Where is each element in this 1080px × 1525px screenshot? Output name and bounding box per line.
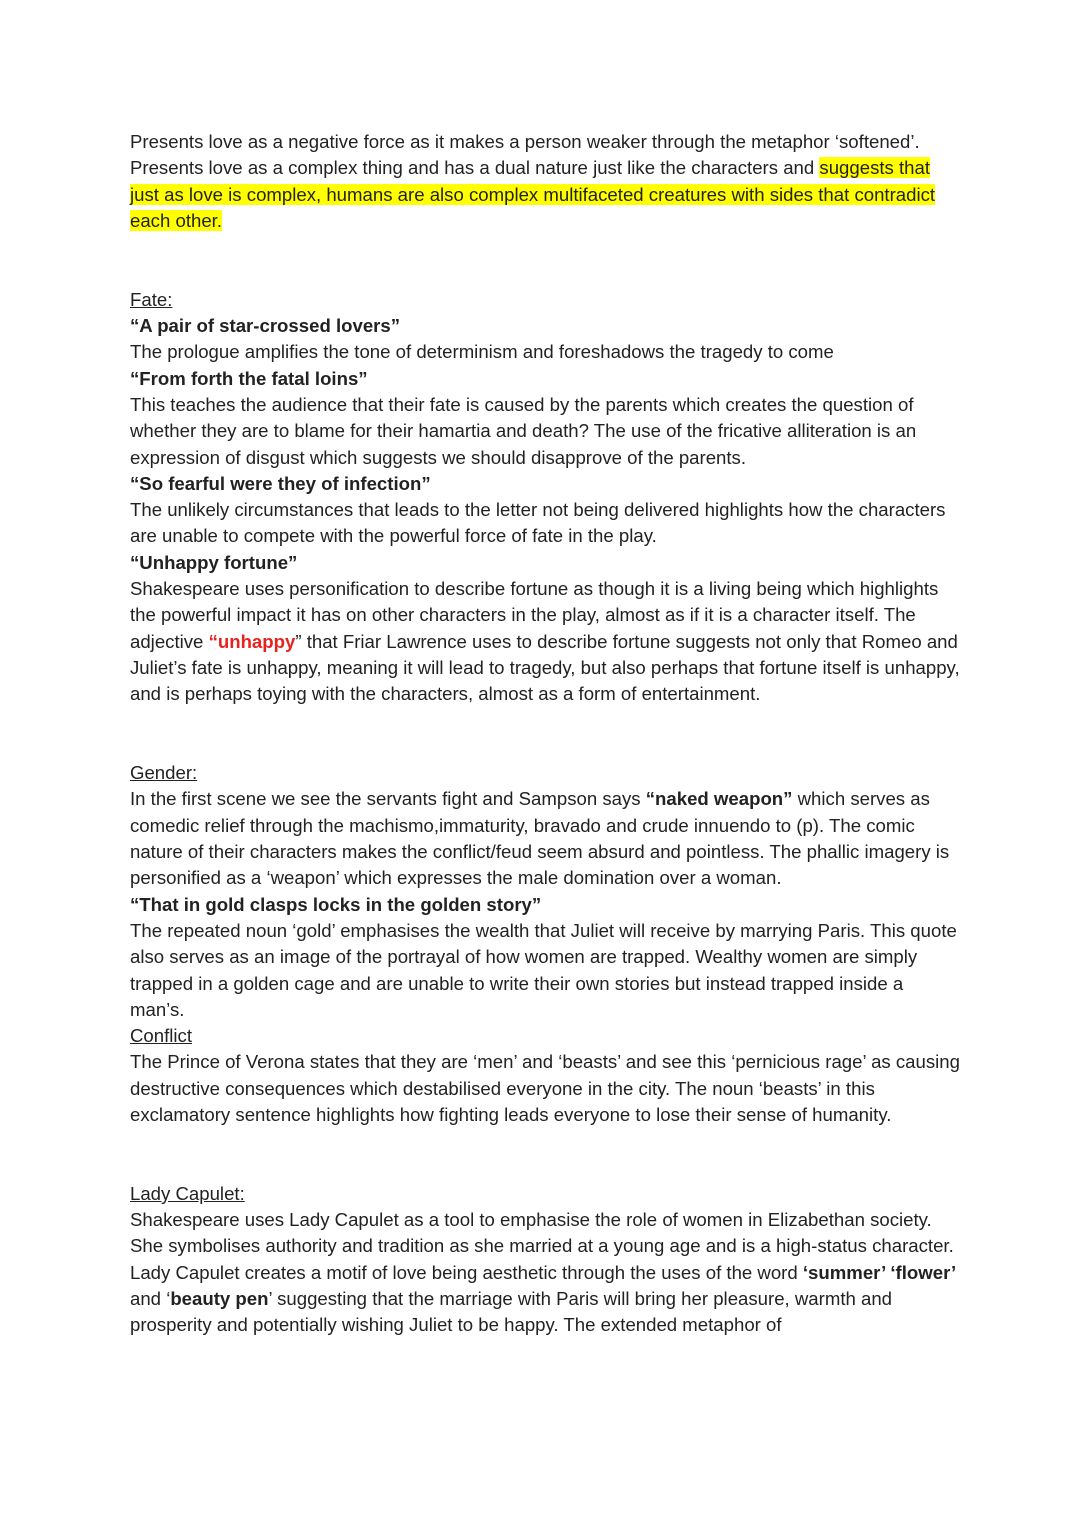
section-heading-fate: Fate: (130, 288, 173, 310)
spacer (130, 734, 960, 760)
quote: “A pair of star-crossed lovers” (130, 315, 401, 337)
spacer (130, 1128, 960, 1154)
section-heading-conflict: Conflict (130, 1025, 193, 1047)
paragraph-text: which serves as comedic relief through the machismo,immaturity, bravado and crude innuendo to (p). The comic nature of their characters makes the conflict/feud seem absurd and pointless. The phallic imagery is personified as a ‘weapon’ which expresses the male domination over a woman. (130, 788, 950, 889)
paragraph (130, 1260, 960, 1339)
paragraph (130, 576, 960, 707)
spacer (130, 708, 960, 734)
highlighted-text: suggests that just as love is complex, humans are also complex multifaceted creatures with sides that contradict each other. (130, 157, 936, 231)
paragraph-text: ” that Friar Lawrence uses to describe fortune suggests not only that Romeo and Juliet’s fate is unhappy, meaning it will lead to tragedy, but also perhaps that fortune itself is unhappy, and is perhaps toying with the characters, almost as a form of entertainment. (130, 630, 960, 705)
spacer (130, 260, 960, 286)
paragraph: The unlikely circumstances that leads to the letter not being delivered highlights how the characters are unable to compete with the powerful force of fate in the play. (130, 499, 946, 547)
paragraph: The Prince of Verona states that they are ‘men’ and ‘beasts’ and see this ‘pernicious rage’ as causing destructive consequences which destabilised everyone in the city. The noun ‘beasts’ in this exclamatory sentence highlights how fighting leads everyone to lose their sense of humanity. (130, 1051, 960, 1125)
bold-quote: “naked weapon” (645, 788, 793, 810)
paragraph-text: In the first scene we see the servants fight and Sampson says (130, 788, 646, 810)
red-emphasis: “unhappy (208, 630, 296, 652)
paragraph: Shakespeare uses Lady Capulet as a tool to emphasise the role of women in Elizabethan society. She symbolises authority and tradition as she married at a young age and is a high-status character. (130, 1209, 954, 1257)
paragraph-text: Lady Capulet creates a motif of love being aesthetic through the uses of the word (130, 1261, 803, 1283)
spacer (130, 234, 960, 260)
paragraph: The prologue amplifies the tone of determinism and foreshadows the tragedy to come (130, 341, 834, 363)
section-heading-gender: Gender: (130, 762, 198, 784)
quote: “That in gold clasps locks in the golden story” (130, 893, 542, 915)
quote: “From forth the fatal loins” (130, 367, 368, 389)
intro-paragraph (130, 129, 960, 234)
intro-text: Presents love as a negative force as it makes a person weaker through the metaphor ‘softened’. Presents love as a complex thing and has a dual nature just like the characters and (130, 131, 920, 179)
paragraph-text: ’ suggesting that the marriage with Paris will bring her pleasure, warmth and prosperity and potentially wishing Juliet to be happy. The extended metaphor of (130, 1288, 893, 1336)
paragraph-text: and ‘ (130, 1288, 171, 1310)
paragraph: This teaches the audience that their fate is caused by the parents which creates the question of whether they are to blame for their hamartia and death? The use of the fricative alliteration is an expression of disgust which suggests we should disapprove of the parents. (130, 393, 917, 468)
spacer (130, 1155, 960, 1181)
quote: “Unhappy fortune” (130, 551, 298, 573)
paragraph (130, 786, 960, 891)
bold-quote: ‘summer’ ‘flower’ (802, 1261, 957, 1283)
bold-quote: beauty pen (170, 1288, 269, 1310)
section-heading-lady-capulet: Lady Capulet: (130, 1182, 245, 1204)
paragraph-text: Shakespeare uses personification to describe fortune as though it is a living being which highlights the powerful impact it has on other characters in the play, almost as if it is a character itself. The adjective (130, 578, 939, 652)
paragraph: The repeated noun ‘gold’ emphasises the wealth that Juliet will receive by marrying Paris. This quote also serves as an image of the portrayal of how women are trapped. Wealthy women are simply trapped in a golden cage and are unable to write their own stories but instead trapped inside a man’s. (130, 919, 957, 1020)
document-page (130, 129, 960, 1339)
quote: “So fearful were they of infection” (130, 472, 431, 494)
